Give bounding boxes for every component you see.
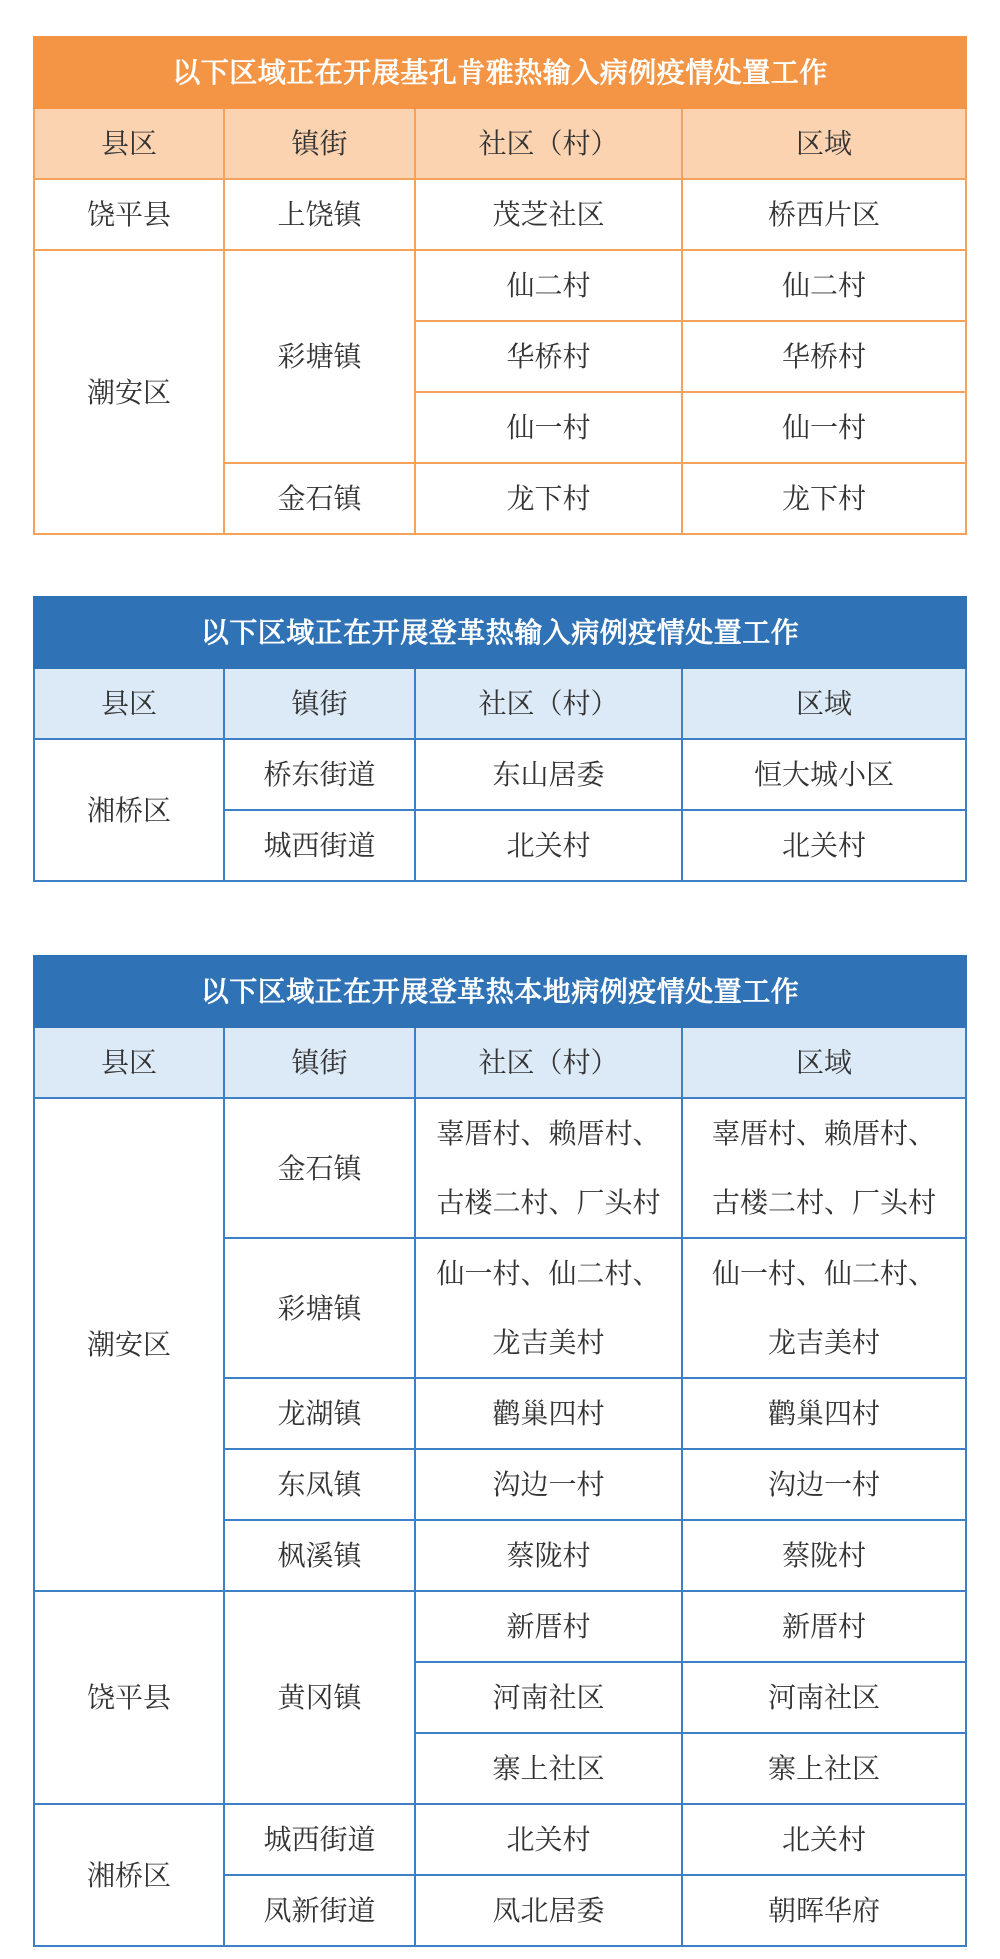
cell-area — [682, 1098, 966, 1238]
cell-county: 饶平县 — [34, 179, 224, 250]
cell-area: 北关村 — [682, 810, 966, 881]
header-county: 县区 — [34, 668, 224, 739]
cell-town: 彩塘镇 — [224, 250, 415, 463]
cell-community: 蔡陇村 — [415, 1520, 682, 1591]
cell-area: 仙一村 — [682, 392, 966, 463]
cell-town: 城西街道 — [224, 1804, 415, 1875]
cell-community: 沟边一村 — [415, 1449, 682, 1520]
cell-area: 河南社区 — [682, 1662, 966, 1733]
cell-line: 辜厝村、赖厝村、 — [712, 1117, 937, 1150]
table-row — [34, 1591, 966, 1662]
cell-community: 华桥村 — [415, 321, 682, 392]
header-county: 县区 — [34, 108, 224, 179]
table-row — [34, 1098, 966, 1238]
cell-town: 上饶镇 — [224, 179, 415, 250]
cell-town: 桥东街道 — [224, 739, 415, 810]
cell-line: 龙吉美村 — [492, 1326, 605, 1359]
cell-county: 湘桥区 — [34, 739, 224, 881]
cell-community: 北关村 — [415, 810, 682, 881]
table-title: 以下区域正在开展登革热输入病例疫情处置工作 — [34, 597, 966, 668]
cell-community: 河南社区 — [415, 1662, 682, 1733]
cell-community: 龙下村 — [415, 463, 682, 534]
cell-town: 龙湖镇 — [224, 1378, 415, 1449]
cell-county: 潮安区 — [34, 1098, 224, 1591]
table-row — [34, 1804, 966, 1875]
cell-community — [415, 1098, 682, 1238]
header-town: 镇街 — [224, 668, 415, 739]
header-area: 区域 — [682, 108, 966, 179]
cell-community — [415, 1238, 682, 1378]
cell-area: 华桥村 — [682, 321, 966, 392]
cell-town: 金石镇 — [224, 463, 415, 534]
cell-town: 凤新街道 — [224, 1875, 415, 1946]
cell-county: 湘桥区 — [34, 1804, 224, 1946]
cell-area: 沟边一村 — [682, 1449, 966, 1520]
dengue-imported-table — [33, 596, 967, 882]
header-area: 区域 — [682, 668, 966, 739]
header-community: 社区（村） — [415, 668, 682, 739]
cell-community: 仙一村 — [415, 392, 682, 463]
header-town: 镇街 — [224, 108, 415, 179]
cell-line: 古楼二村、厂头村 — [436, 1186, 661, 1219]
cell-line: 龙吉美村 — [768, 1326, 881, 1359]
cell-community: 茂芝社区 — [415, 179, 682, 250]
cell-county: 饶平县 — [34, 1591, 224, 1804]
cell-community: 凤北居委 — [415, 1875, 682, 1946]
header-community: 社区（村） — [415, 108, 682, 179]
chikungunya-imported-table — [33, 36, 967, 535]
cell-area: 朝晖华府 — [682, 1875, 966, 1946]
header-county: 县区 — [34, 1027, 224, 1098]
cell-community: 东山居委 — [415, 739, 682, 810]
cell-community: 北关村 — [415, 1804, 682, 1875]
cell-area: 恒大城小区 — [682, 739, 966, 810]
cell-town: 彩塘镇 — [224, 1238, 415, 1378]
cell-area: 仙二村 — [682, 250, 966, 321]
cell-line: 古楼二村、厂头村 — [712, 1186, 937, 1219]
cell-area — [682, 1238, 966, 1378]
table-title: 以下区域正在开展基孔肯雅热输入病例疫情处置工作 — [34, 37, 966, 108]
cell-town: 城西街道 — [224, 810, 415, 881]
cell-area: 桥西片区 — [682, 179, 966, 250]
header-town: 镇街 — [224, 1027, 415, 1098]
dengue-local-table — [33, 955, 967, 1947]
cell-town: 东凤镇 — [224, 1449, 415, 1520]
table-row — [34, 250, 966, 321]
cell-area: 鹳巢四村 — [682, 1378, 966, 1449]
cell-line: 辜厝村、赖厝村、 — [436, 1117, 661, 1150]
cell-area: 寨上社区 — [682, 1733, 966, 1804]
cell-community: 鹳巢四村 — [415, 1378, 682, 1449]
cell-area: 蔡陇村 — [682, 1520, 966, 1591]
table-row — [34, 179, 966, 250]
cell-area: 北关村 — [682, 1804, 966, 1875]
cell-county: 潮安区 — [34, 250, 224, 534]
header-area: 区域 — [682, 1027, 966, 1098]
cell-area: 龙下村 — [682, 463, 966, 534]
table-title: 以下区域正在开展登革热本地病例疫情处置工作 — [34, 956, 966, 1027]
cell-community: 仙二村 — [415, 250, 682, 321]
cell-line: 仙一村、仙二村、 — [436, 1257, 661, 1290]
cell-community: 新厝村 — [415, 1591, 682, 1662]
cell-area: 新厝村 — [682, 1591, 966, 1662]
cell-line: 仙一村、仙二村、 — [712, 1257, 937, 1290]
header-community: 社区（村） — [415, 1027, 682, 1098]
table-row — [34, 739, 966, 810]
cell-town: 枫溪镇 — [224, 1520, 415, 1591]
cell-town: 金石镇 — [224, 1098, 415, 1238]
cell-town: 黄冈镇 — [224, 1591, 415, 1804]
cell-community: 寨上社区 — [415, 1733, 682, 1804]
